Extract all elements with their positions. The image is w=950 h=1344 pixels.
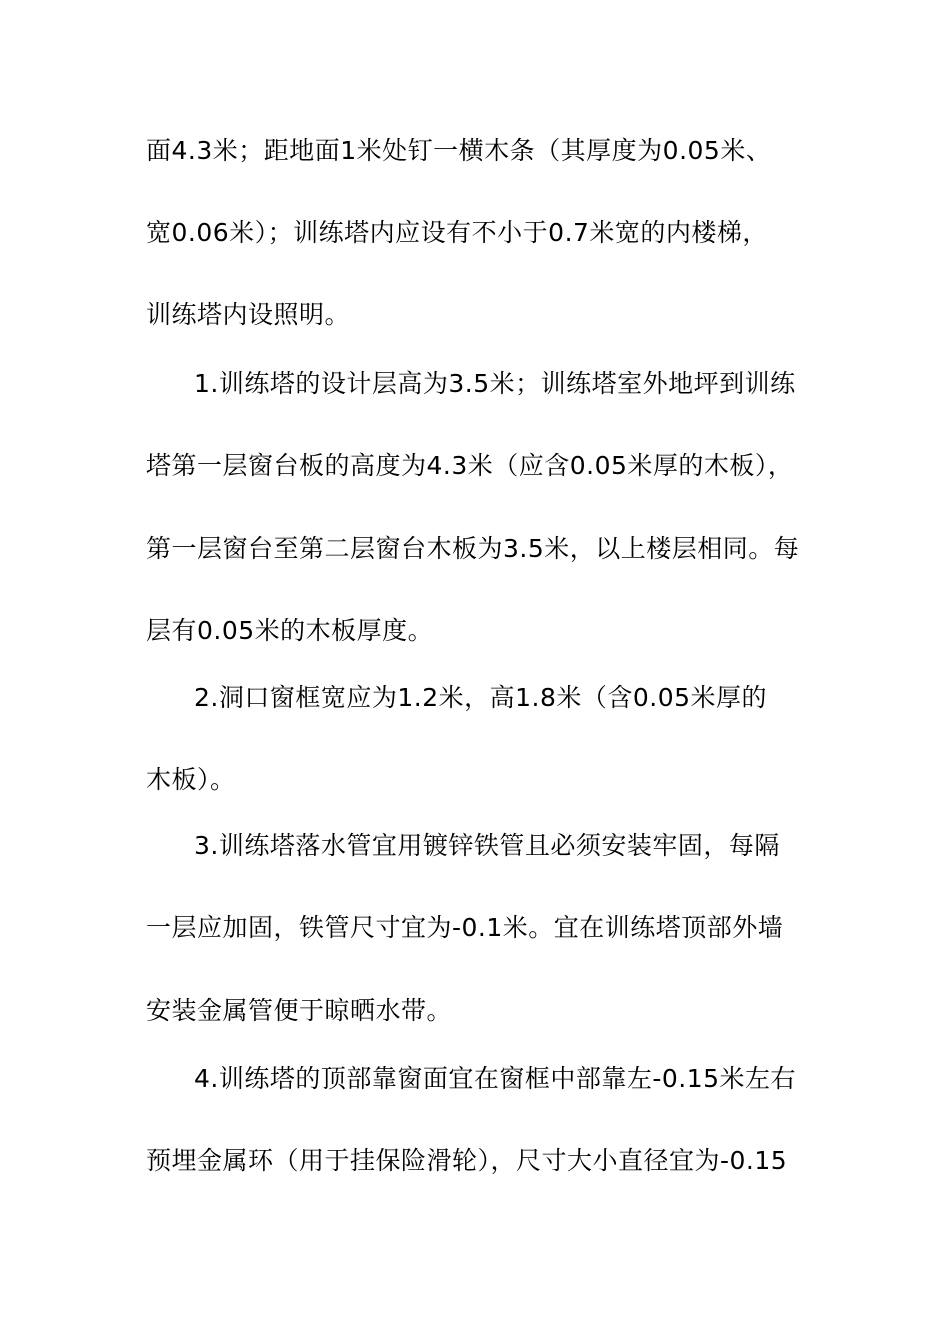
text-line: 安装金属管便于晾晒水带。 bbox=[146, 996, 453, 1025]
text-line: 训练塔内设照明。 bbox=[146, 300, 351, 329]
text-line: 一层应加固，铁管尺寸宜为-0.1米。宜在训练塔顶部外墙 bbox=[146, 913, 784, 942]
text-line: 1.训练塔的设计层高为3.5米；训练塔室外地坪到训练 bbox=[194, 369, 796, 398]
text-line: 面4.3米；距地面1米处钉一横木条（其厚度为0.05米、 bbox=[146, 136, 772, 165]
text-line: 宽0.06米）；训练塔内应设有不小于0.7米宽的内楼梯， bbox=[146, 218, 768, 247]
text-line: 预埋金属环（用于挂保险滑轮），尺寸大小直径宜为-0.15 bbox=[146, 1146, 788, 1175]
text-line: 层有0.05米的木板厚度。 bbox=[146, 616, 434, 645]
text-line: 3.训练塔落水管宜用镀锌铁管且必须安装牢固，每隔 bbox=[194, 831, 780, 860]
text-line: 塔第一层窗台板的高度为4.3米（应含0.05米厚的木板）， bbox=[146, 451, 794, 480]
text-line: 4.训练塔的顶部靠窗面宜在窗框中部靠左-0.15米左右 bbox=[194, 1064, 797, 1093]
text-line: 2.洞口窗框宽应为1.2米，高1.8米（含0.05米厚的 bbox=[194, 683, 768, 712]
text-line: 木板）。 bbox=[146, 765, 236, 794]
text-line: 第一层窗台至第二层窗台木板为3.5米，以上楼层相同。每 bbox=[146, 534, 800, 563]
